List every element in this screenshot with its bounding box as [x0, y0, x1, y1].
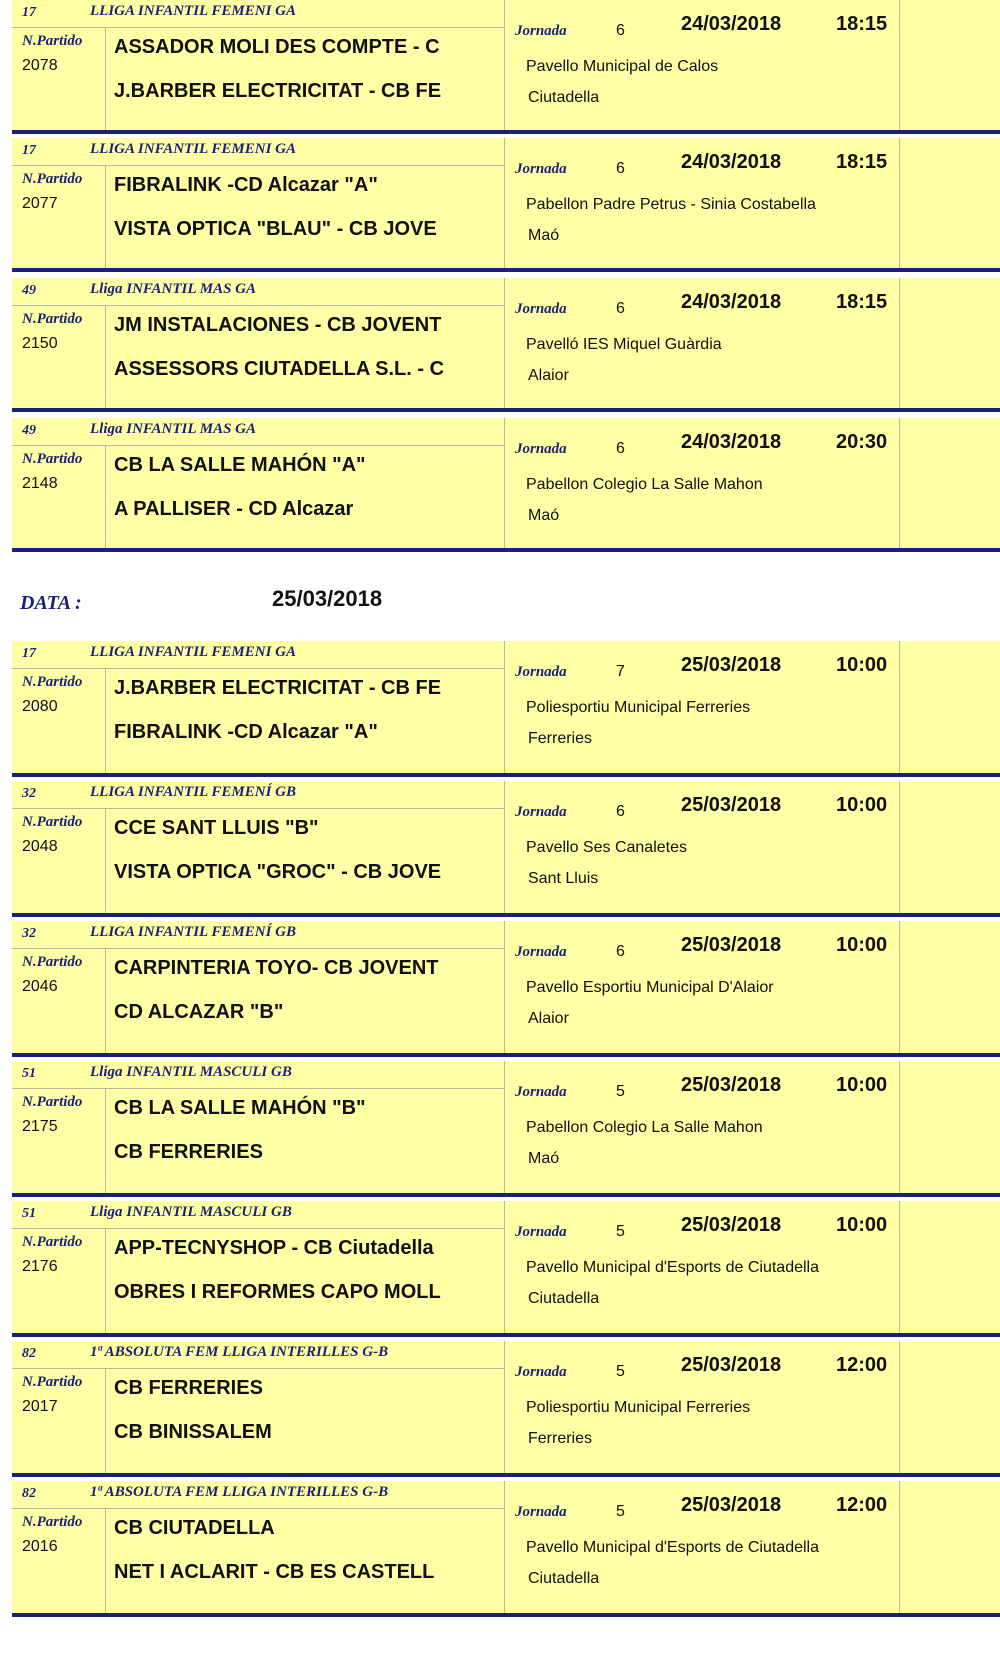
partido-label: N.Partido [22, 33, 83, 49]
league-name: LLIGA INFANTIL FEMENI GA [90, 644, 297, 660]
venue-name: Poliesportiu Municipal Ferreries [526, 1399, 751, 1416]
jornada-label: Jornada [515, 23, 567, 39]
league-code: 49 [22, 423, 36, 438]
home-team: CB LA SALLE MAHÓN "B" [114, 1097, 366, 1119]
card-divider [12, 773, 1000, 777]
venue-name: Pabellon Padre Petrus - Sinia Costabella [526, 196, 816, 213]
away-team: CD ALCAZAR "B" [114, 1001, 284, 1023]
jornada-label: Jornada [515, 664, 567, 680]
league-name: Lliga INFANTIL MASCULI GB [90, 1204, 292, 1220]
league-code: 17 [22, 646, 36, 661]
card-divider [12, 1473, 1000, 1477]
date-heading [0, 580, 1000, 620]
jornada-number: 6 [616, 803, 625, 820]
match-date: 24/03/2018 [681, 431, 782, 453]
match-date: 24/03/2018 [681, 13, 782, 35]
match-card [12, 1061, 1000, 1197]
partido-label: N.Partido [22, 814, 83, 830]
home-team: CCE SANT LLUIS "B" [114, 817, 319, 839]
card-divider [12, 1053, 1000, 1057]
partido-label: N.Partido [22, 674, 83, 690]
jornada-number: 6 [616, 440, 625, 457]
venue-name: Pavello Municipal d'Esports de Ciutadella [526, 1539, 819, 1556]
league-name: Lliga INFANTIL MAS GA [90, 421, 257, 437]
match-card [12, 418, 1000, 552]
league-code: 82 [22, 1346, 36, 1361]
jornada-number: 5 [616, 1223, 625, 1240]
match-date: 25/03/2018 [681, 794, 782, 816]
card-divider [12, 408, 1000, 412]
match-time: 12:00 [836, 1494, 888, 1516]
jornada-label: Jornada [515, 1084, 567, 1100]
venue-town: Maó [528, 507, 560, 524]
venue-name: Pabellon Colegio La Salle Mahon [526, 476, 763, 493]
venue-name: Pavello Esportiu Municipal D'Alaior [526, 979, 774, 996]
jornada-label: Jornada [515, 804, 567, 820]
match-date: 25/03/2018 [681, 1354, 782, 1376]
home-team: APP-TECNYSHOP - CB Ciutadella [114, 1237, 434, 1259]
match-card [12, 138, 1000, 272]
league-name: Lliga INFANTIL MASCULI GB [90, 1064, 292, 1080]
match-id: 2176 [22, 1258, 58, 1275]
card-divider [12, 548, 1000, 552]
home-team: CB LA SALLE MAHÓN "A" [114, 454, 366, 476]
match-id: 2046 [22, 978, 58, 995]
match-id: 2077 [22, 195, 58, 212]
card-divider [12, 1613, 1000, 1617]
match-card [12, 641, 1000, 777]
jornada-number: 5 [616, 1083, 625, 1100]
match-date: 24/03/2018 [681, 151, 782, 173]
partido-label: N.Partido [22, 1234, 83, 1250]
partido-label: N.Partido [22, 1514, 83, 1530]
match-time: 18:15 [836, 291, 888, 313]
jornada-number: 5 [616, 1503, 625, 1520]
home-team: J.BARBER ELECTRICITAT - CB FE [114, 677, 442, 699]
home-team: FIBRALINK -CD Alcazar "A" [114, 174, 378, 196]
league-name: LLIGA INFANTIL FEMENÍ GB [90, 924, 297, 940]
away-team: VISTA OPTICA "BLAU" - CB JOVE [114, 218, 437, 240]
partido-label: N.Partido [22, 1094, 83, 1110]
league-name: Lliga INFANTIL MAS GA [90, 281, 257, 297]
match-time: 18:15 [836, 151, 888, 173]
home-team: CB CIUTADELLA [114, 1517, 275, 1539]
league-name: LLIGA INFANTIL FEMENI GA [90, 141, 297, 157]
venue-town: Maó [528, 227, 560, 244]
partido-label: N.Partido [22, 171, 83, 187]
match-id: 2078 [22, 57, 58, 74]
venue-town: Ferreries [528, 1430, 593, 1447]
partido-label: N.Partido [22, 954, 83, 970]
venue-town: Ciutadella [528, 89, 600, 106]
match-id: 2175 [22, 1118, 58, 1135]
league-name: LLIGA INFANTIL FEMENI GA [90, 3, 297, 19]
match-card [12, 1341, 1000, 1477]
home-team: CARPINTERIA TOYO- CB JOVENT [114, 957, 439, 979]
venue-town: Alaior [528, 1010, 569, 1027]
league-name: 1ª ABSOLUTA FEM LLIGA INTERILLES G-B [90, 1484, 389, 1500]
match-time: 20:30 [836, 431, 888, 453]
venue-town: Ferreries [528, 730, 593, 747]
league-name: 1ª ABSOLUTA FEM LLIGA INTERILLES G-B [90, 1344, 389, 1360]
match-time: 18:15 [836, 13, 888, 35]
match-time: 10:00 [836, 1074, 888, 1096]
jornada-number: 7 [616, 663, 625, 680]
away-team: J.BARBER ELECTRICITAT - CB FE [114, 80, 442, 102]
match-time: 12:00 [836, 1354, 888, 1376]
league-code: 17 [22, 143, 36, 158]
match-id: 2017 [22, 1398, 58, 1415]
venue-name: Pavello Municipal de Calos [526, 58, 719, 75]
away-team: A PALLISER - CD Alcazar [114, 498, 354, 520]
away-team: CB FERRERIES [114, 1141, 263, 1163]
jornada-number: 5 [616, 1363, 625, 1380]
venue-town: Alaior [528, 367, 569, 384]
jornada-label: Jornada [515, 944, 567, 960]
league-code: 17 [22, 5, 36, 20]
league-code: 32 [22, 786, 36, 801]
match-id: 2016 [22, 1538, 58, 1555]
match-time: 10:00 [836, 654, 888, 676]
jornada-label: Jornada [515, 1504, 567, 1520]
match-card [12, 781, 1000, 917]
match-date: 25/03/2018 [681, 934, 782, 956]
away-team: OBRES I REFORMES CAPO MOLL [114, 1281, 441, 1303]
match-id: 2148 [22, 475, 58, 492]
jornada-number: 6 [616, 943, 625, 960]
league-code: 82 [22, 1486, 36, 1501]
venue-name: Poliesportiu Municipal Ferreries [526, 699, 751, 716]
match-date: 25/03/2018 [681, 1074, 782, 1096]
venue-name: Pavelló IES Miquel Guàrdia [526, 336, 722, 353]
jornada-label: Jornada [515, 161, 567, 177]
card-divider [12, 268, 1000, 272]
date-heading-label: DATA : [20, 592, 82, 614]
match-card [12, 278, 1000, 412]
match-id: 2048 [22, 838, 58, 855]
home-team: CB FERRERIES [114, 1377, 263, 1399]
jornada-number: 6 [616, 160, 625, 177]
match-time: 10:00 [836, 794, 888, 816]
venue-name: Pavello Municipal d'Esports de Ciutadella [526, 1259, 819, 1276]
venue-town: Ciutadella [528, 1570, 600, 1587]
match-card [12, 921, 1000, 1057]
card-divider [12, 130, 1000, 134]
card-divider [12, 913, 1000, 917]
home-team: ASSADOR MOLI DES COMPTE - C [114, 36, 440, 58]
away-team: CB BINISSALEM [114, 1421, 272, 1443]
league-code: 32 [22, 926, 36, 941]
match-id: 2080 [22, 698, 58, 715]
jornada-label: Jornada [515, 1364, 567, 1380]
away-team: FIBRALINK -CD Alcazar "A" [114, 721, 378, 743]
jornada-label: Jornada [515, 301, 567, 317]
jornada-label: Jornada [515, 441, 567, 457]
jornada-label: Jornada [515, 1224, 567, 1240]
venue-town: Ciutadella [528, 1290, 600, 1307]
jornada-number: 6 [616, 300, 625, 317]
card-divider [12, 1193, 1000, 1197]
date-heading-value: 25/03/2018 [272, 586, 383, 611]
league-code: 51 [22, 1206, 36, 1221]
home-team: JM INSTALACIONES - CB JOVENT [114, 314, 442, 336]
partido-label: N.Partido [22, 451, 83, 467]
match-card [12, 0, 1000, 134]
venue-town: Maó [528, 1150, 560, 1167]
match-time: 10:00 [836, 934, 888, 956]
away-team: ASSESSORS CIUTADELLA S.L. - C [114, 358, 445, 380]
venue-name: Pavello Ses Canaletes [526, 839, 687, 856]
league-code: 51 [22, 1066, 36, 1081]
league-name: LLIGA INFANTIL FEMENÍ GB [90, 784, 297, 800]
jornada-number: 6 [616, 22, 625, 39]
match-card [12, 1201, 1000, 1337]
venue-town: Sant Lluis [528, 870, 599, 887]
match-date: 25/03/2018 [681, 1214, 782, 1236]
match-time: 10:00 [836, 1214, 888, 1236]
match-card [12, 1481, 1000, 1617]
league-code: 49 [22, 283, 36, 298]
away-team: VISTA OPTICA "GROC" - CB JOVE [114, 861, 442, 883]
partido-label: N.Partido [22, 1374, 83, 1390]
match-date: 24/03/2018 [681, 291, 782, 313]
partido-label: N.Partido [22, 311, 83, 327]
venue-name: Pabellon Colegio La Salle Mahon [526, 1119, 763, 1136]
match-date: 25/03/2018 [681, 654, 782, 676]
away-team: NET I ACLARIT - CB ES CASTELL [114, 1561, 435, 1583]
card-divider [12, 1333, 1000, 1337]
match-id: 2150 [22, 335, 58, 352]
match-date: 25/03/2018 [681, 1494, 782, 1516]
